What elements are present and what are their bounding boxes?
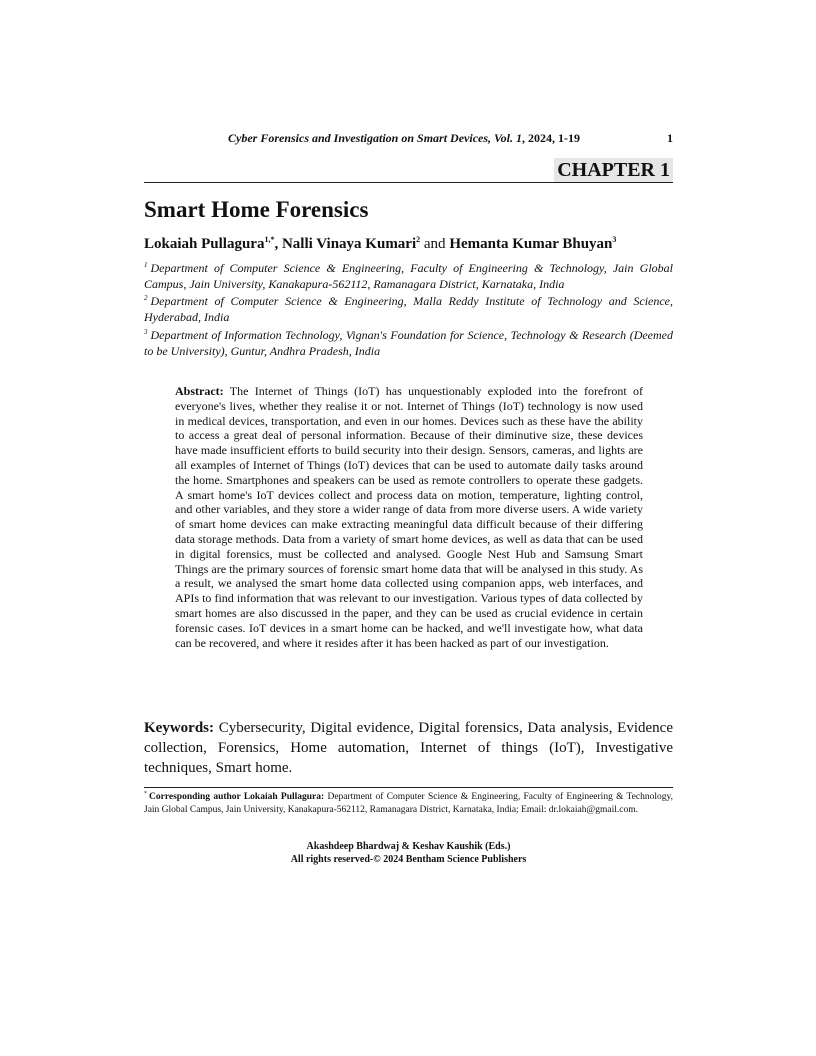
page-number: 1 bbox=[667, 131, 673, 145]
keywords-text: Cybersecurity, Digital evidence, Digital forensics, Data analysis, Evidence collection, Forensics, Home automation, Internet of things (IoT), Investigative techniques, Smart home. bbox=[144, 720, 673, 776]
author-list bbox=[144, 235, 673, 253]
author-name: Lokaiah Pullagura bbox=[144, 236, 265, 252]
year-pages: , 2024, 1-19 bbox=[522, 131, 581, 145]
editors-block bbox=[144, 840, 673, 866]
paper-title: Smart Home Forensics bbox=[144, 197, 369, 222]
journal-title: Cyber Forensics and Investigation on Smart Devices, Vol. 1 bbox=[228, 131, 523, 145]
rights-line: All rights reserved-© 2024 Bentham Science Publishers bbox=[290, 854, 527, 865]
running-head bbox=[144, 131, 673, 149]
chapter-rule bbox=[144, 182, 673, 183]
author-name: Nalli Vinaya Kumari bbox=[281, 236, 417, 252]
author-affiliation-mark: 1,* bbox=[264, 235, 275, 244]
abstract bbox=[175, 384, 643, 650]
affiliation-number: 1 bbox=[144, 261, 148, 269]
corresponding-author-footnote bbox=[144, 791, 673, 816]
affiliation-number: 2 bbox=[144, 294, 148, 302]
running-head-journal bbox=[228, 131, 580, 146]
chapter-label: CHAPTER 1 bbox=[554, 158, 673, 182]
affiliation-3 bbox=[144, 327, 673, 359]
footnote-rule bbox=[144, 787, 673, 788]
author-and: and bbox=[420, 236, 450, 252]
affiliation-text: Department of Computer Science & Engineering, Malla Reddy Institute of Technology and Science, Hyderabad, India bbox=[144, 294, 673, 324]
editors-line: Akashdeep Bhardwaj & Keshav Kaushik (Eds.) bbox=[306, 841, 511, 852]
keywords-label: Keywords: bbox=[144, 720, 214, 736]
author-separator: , bbox=[274, 236, 282, 252]
affiliation-text: Department of Information Technology, Vignan's Foundation for Science, Technology & Research (Deemed to be University), Guntur, Andhra Pradesh, India bbox=[144, 328, 673, 358]
footnote-marker: * bbox=[144, 791, 147, 797]
abstract-label: Abstract: bbox=[175, 384, 224, 398]
abstract-text: The Internet of Things (IoT) has unquestionably exploded into the forefront of everyone's lives, whether they realise it or not. Internet of Things (IoT) technology is now used in medical devices, transportation, and even in our homes. Devices such as these have the ability to access a great deal of personal information. Because of their diminutive size, these devices have made insufficient efforts to build security into their design. Sensors, cameras, and lights are all examples of Internet of Things (IoT) devices that can be used to automate daily tasks around the home. Smartphones and speakers can be used as remote controllers to operate these gadgets. A smart home's IoT devices collect and process data on motion, temperature, lighting control, and other variables, and they store a wider range of data from more diverse users. A wide variety of smart home devices can make extracting meaningful data difficult because of their differing data storage methods. Data from a variety of smart home devices, as well as data that can be used in digital forensics, must be collected and analysed. Google Nest Hub and Samsung Smart Things are the primary sources of forensic smart home data that will be analysed in this study. As a result, we analysed the smart home data collected using companion apps, web interfaces, and APIs to find information that was relevant to our investigation. Various types of data collected by smart homes are also discussed in the paper, and they can be used as crucial evidence in certain forensic cases. IoT devices in a smart home can be hacked, and we'll investigate how, what data can be recovered, and where it resides after it has been hacked as part of our investigation. bbox=[175, 384, 643, 650]
affiliation-2 bbox=[144, 293, 673, 325]
affiliation-text: Department of Computer Science & Engineering, Faculty of Engineering & Technology, Jain Global Campus, Jain University, Kanakapura-562112, Ramanagara District, Karnataka, India bbox=[144, 261, 673, 291]
author-name: Hemanta Kumar Bhuyan bbox=[449, 236, 613, 252]
keywords bbox=[144, 718, 673, 778]
author-affiliation-mark: 3 bbox=[612, 235, 617, 244]
affiliation-1 bbox=[144, 260, 673, 292]
footnote-label: Corresponding author Lokaiah Pullagura: bbox=[149, 792, 325, 802]
footnote-text: Department of Computer Science & Engineering, Faculty of Engineering & Technology, Jain Global Campus, Jain University, Kanakapura-562112, Ramanagara District, Karnataka, India; Email: dr.lokaiah@gmail.com. bbox=[144, 792, 674, 815]
affiliation-number: 3 bbox=[144, 328, 148, 336]
author-affiliation-mark: 2 bbox=[416, 235, 421, 244]
